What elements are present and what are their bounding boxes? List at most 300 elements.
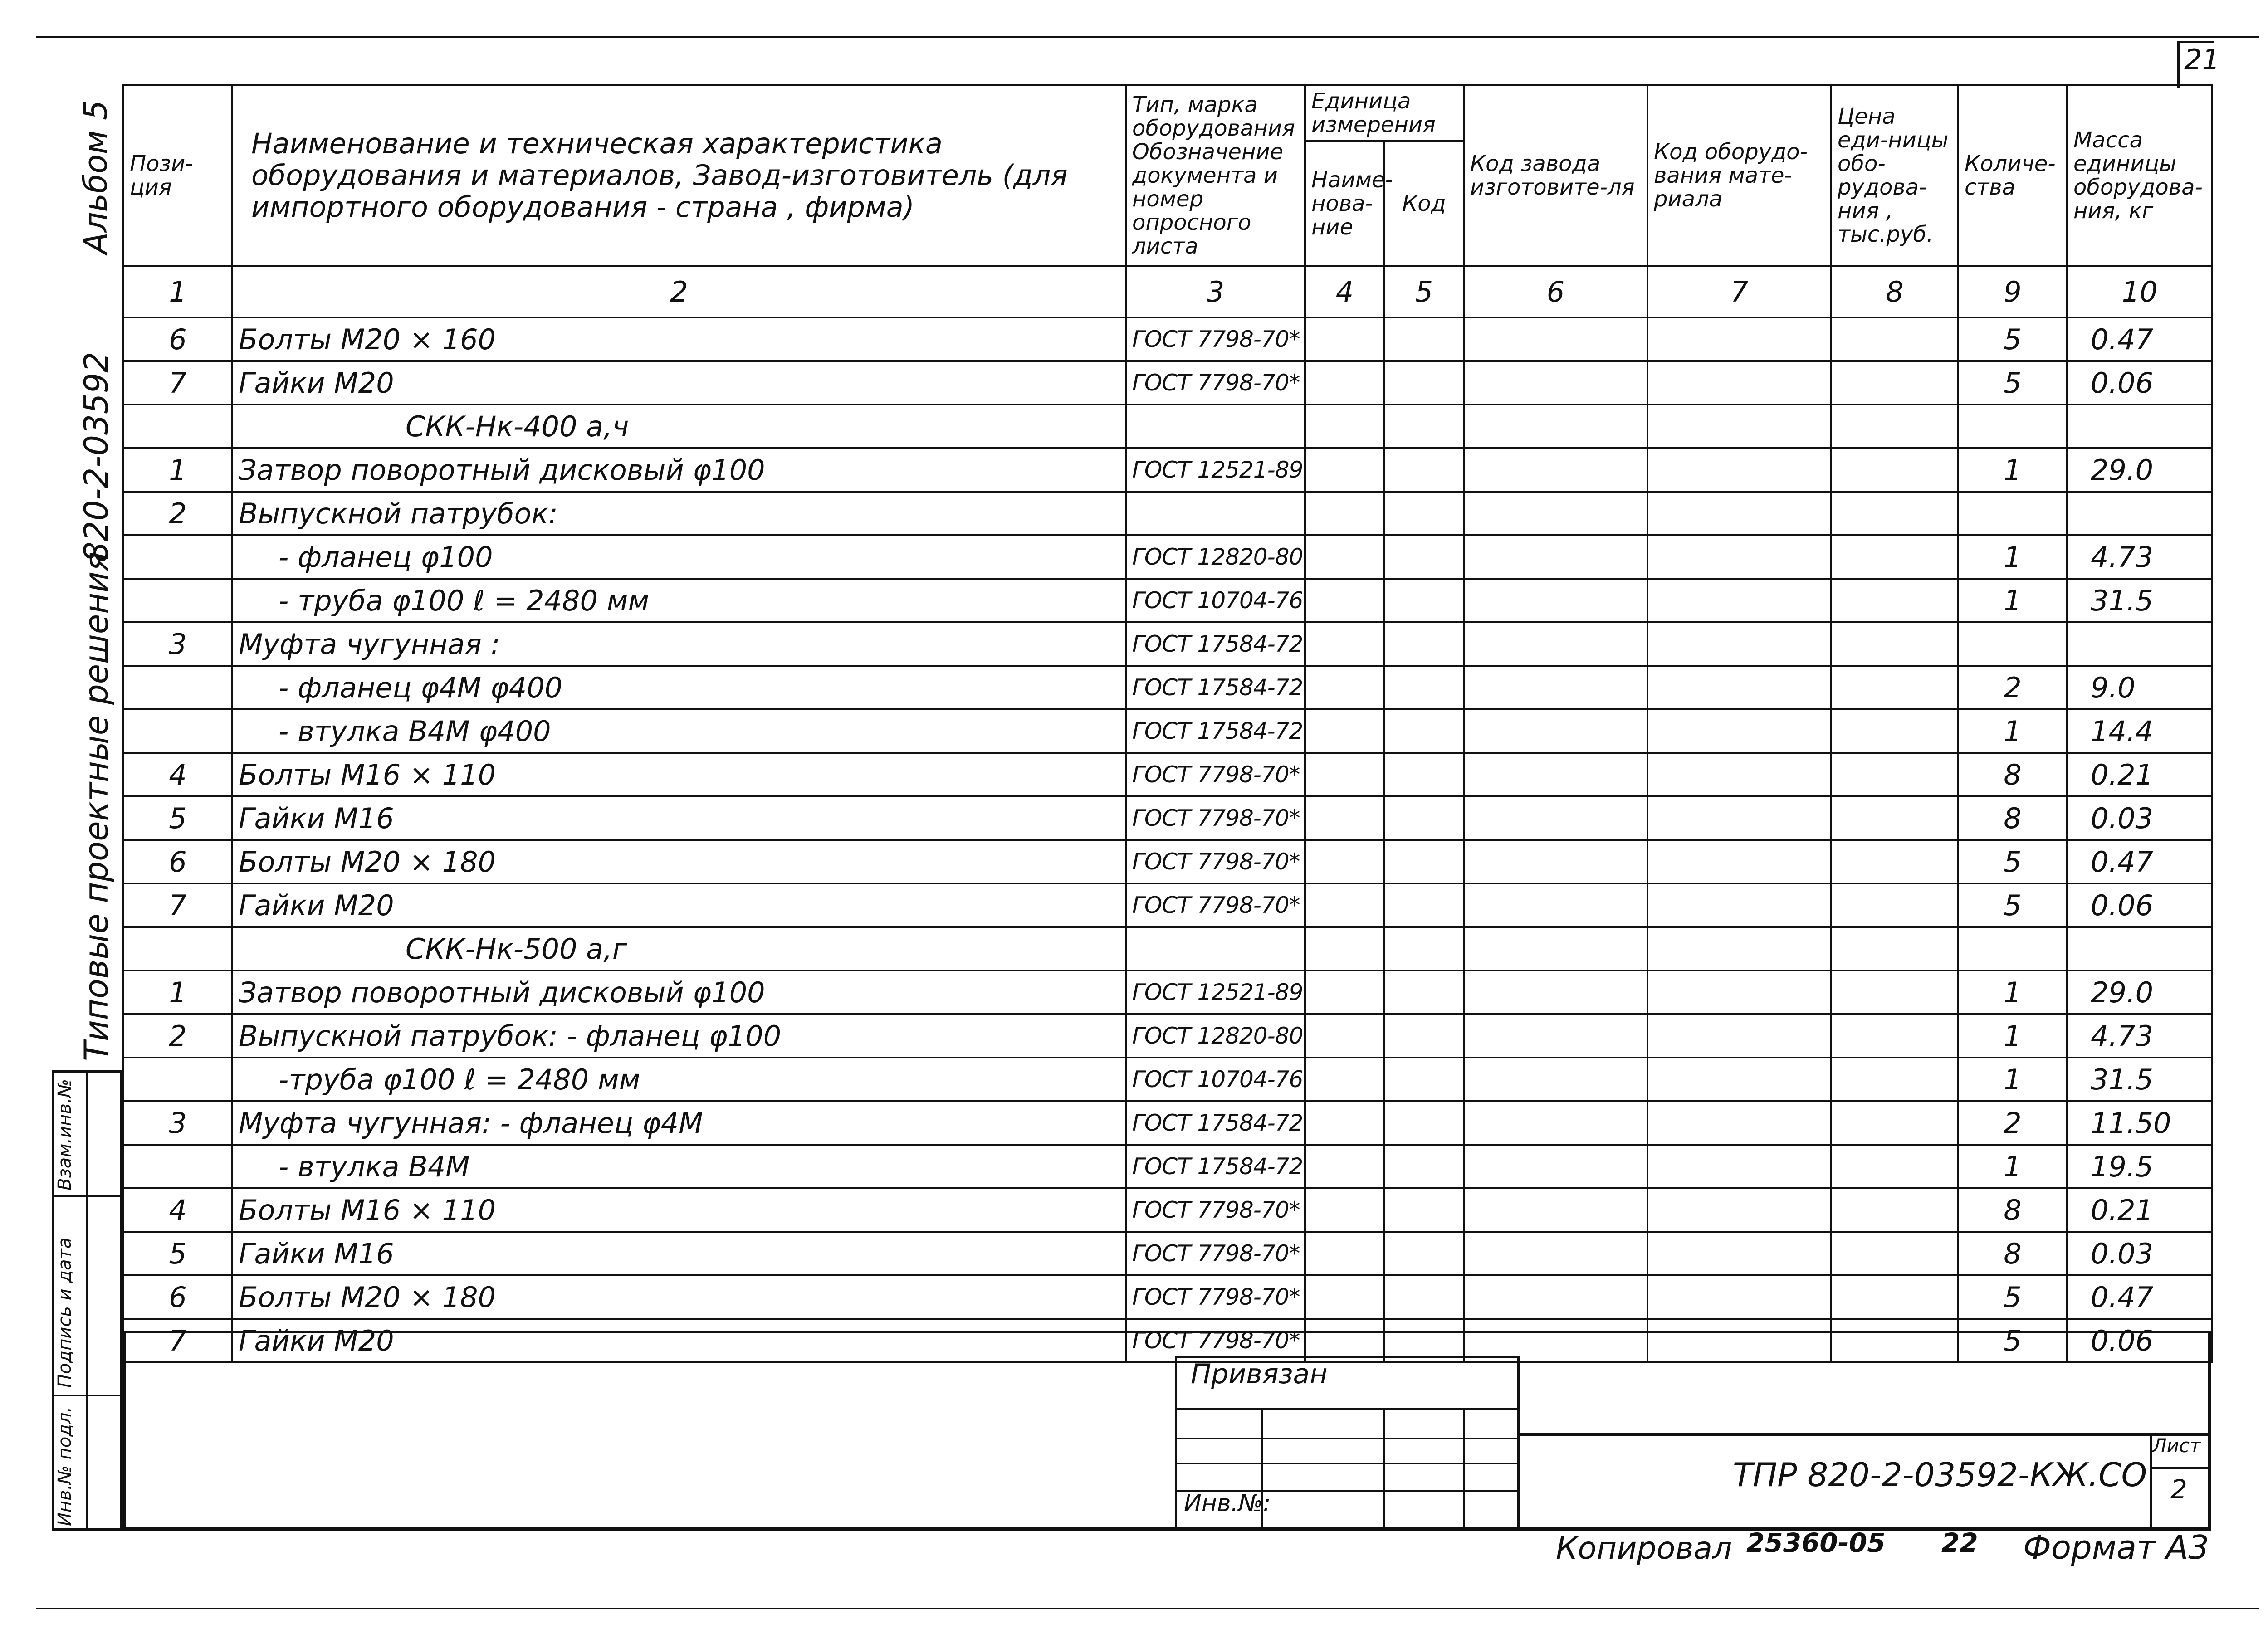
equipment-code-cell	[1647, 1188, 1831, 1232]
quantity-cell: 2	[1958, 1101, 2067, 1145]
header-price: Цена еди-ницы обо-рудова-ния , тыс.руб.	[1831, 85, 1958, 266]
plant-code-cell	[1464, 883, 1647, 927]
stamp-label-inventory: Инв.№ подл.	[54, 1406, 75, 1526]
price-cell	[1831, 361, 1958, 405]
plant-code-cell	[1464, 709, 1647, 753]
document-cell: ГОСТ 7798-70*	[1126, 883, 1305, 927]
equipment-code-cell	[1647, 1145, 1831, 1188]
column-number: 2	[232, 266, 1126, 317]
equipment-code-cell	[1647, 927, 1831, 971]
position-cell	[123, 709, 232, 753]
table-row	[123, 1101, 2212, 1145]
position-cell	[123, 535, 232, 579]
document-cell: ГОСТ 7798-70*	[1126, 1188, 1305, 1232]
table-row	[123, 1014, 2212, 1058]
quantity-cell: 5	[1958, 1319, 2067, 1362]
position-cell	[123, 1145, 232, 1188]
unit-code-cell	[1384, 971, 1464, 1014]
plant-code-cell	[1464, 1188, 1647, 1232]
quantity-cell: 1	[1958, 535, 2067, 579]
position-cell: 5	[123, 796, 232, 840]
equipment-code-cell	[1647, 317, 1831, 361]
document-cell	[1126, 405, 1305, 448]
equipment-code-cell	[1647, 883, 1831, 927]
item-name-cell: - труба φ100 ℓ = 2480 мм	[232, 579, 1126, 622]
document-cell: ГОСТ 12820-80	[1126, 1014, 1305, 1058]
unit-name-cell	[1305, 709, 1384, 753]
header-unit-name: Наиме-нова-ние	[1305, 141, 1384, 266]
unit-code-cell	[1384, 1232, 1464, 1275]
sidebar-doc-code: 820-2-03592	[77, 351, 115, 562]
price-cell	[1831, 1145, 1958, 1188]
header-unit-code: Код	[1384, 141, 1464, 266]
header-quantity: Количе-ства	[1958, 85, 2067, 266]
quantity-cell: 5	[1958, 361, 2067, 405]
plant-code-cell	[1464, 579, 1647, 622]
item-name-cell: Выпускной патрубок:	[232, 492, 1126, 535]
plant-code-cell	[1464, 796, 1647, 840]
item-name-cell: Гайки М20	[232, 361, 1126, 405]
mass-cell: 0.03	[2067, 796, 2212, 840]
quantity-cell: 1	[1958, 1145, 2067, 1188]
equipment-code-cell	[1647, 1058, 1831, 1101]
item-name-cell: Болты М20 × 180	[232, 1275, 1126, 1319]
mass-cell: 14.4	[2067, 709, 2212, 753]
quantity-cell: 5	[1958, 840, 2067, 883]
plant-code-cell	[1464, 317, 1647, 361]
header-plant-code: Код завода изготовите-ля	[1464, 85, 1647, 266]
item-name-cell: Болты М16 × 110	[232, 1188, 1126, 1232]
bottom-sheet-line	[36, 1608, 2259, 1609]
unit-code-cell	[1384, 1275, 1464, 1319]
sheet-number: 2	[2170, 1474, 2187, 1505]
mass-cell: 11.50	[2067, 1101, 2212, 1145]
column-number: 1	[123, 266, 232, 317]
document-cell: ГОСТ 7798-70*	[1126, 317, 1305, 361]
table-row	[123, 709, 2212, 753]
quantity-cell: 1	[1958, 709, 2067, 753]
unit-name-cell	[1305, 1188, 1384, 1232]
table-row	[123, 666, 2212, 709]
footer-format: Формат А3	[2023, 1528, 2209, 1566]
unit-name-cell	[1305, 1232, 1384, 1275]
position-cell: 4	[123, 753, 232, 796]
column-number-row	[123, 266, 2212, 317]
unit-code-cell	[1384, 1014, 1464, 1058]
equipment-code-cell	[1647, 666, 1831, 709]
quantity-cell	[1958, 405, 2067, 448]
unit-code-cell	[1384, 317, 1464, 361]
mass-cell	[2067, 405, 2212, 448]
unit-name-cell	[1305, 1275, 1384, 1319]
specification-table	[122, 84, 2213, 1363]
plant-code-cell	[1464, 753, 1647, 796]
unit-code-cell	[1384, 709, 1464, 753]
mass-cell: 0.47	[2067, 1275, 2212, 1319]
price-cell	[1831, 579, 1958, 622]
unit-code-cell	[1384, 883, 1464, 927]
item-name-cell: СКК-Нк-500 а,г	[232, 927, 1126, 971]
unit-name-cell	[1305, 1145, 1384, 1188]
plant-code-cell	[1464, 448, 1647, 492]
quantity-cell: 8	[1958, 1232, 2067, 1275]
price-cell	[1831, 883, 1958, 927]
table-row	[123, 927, 2212, 971]
equipment-code-cell	[1647, 361, 1831, 405]
unit-name-cell	[1305, 622, 1384, 666]
mass-cell: 4.73	[2067, 1014, 2212, 1058]
item-name-cell: Болты М16 × 110	[232, 753, 1126, 796]
equipment-code-cell	[1647, 796, 1831, 840]
quantity-cell	[1958, 927, 2067, 971]
plant-code-cell	[1464, 1232, 1647, 1275]
quantity-cell: 5	[1958, 1275, 2067, 1319]
header-unit-group: Единица измерения	[1305, 85, 1464, 141]
stamp-label-signature: Подпись и дата	[54, 1237, 75, 1388]
table-row	[123, 796, 2212, 840]
price-cell	[1831, 840, 1958, 883]
table-row	[123, 753, 2212, 796]
unit-code-cell	[1384, 622, 1464, 666]
unit-code-cell	[1384, 666, 1464, 709]
price-cell	[1831, 971, 1958, 1014]
mass-cell: 0.03	[2067, 1232, 2212, 1275]
price-cell	[1831, 622, 1958, 666]
quantity-cell: 1	[1958, 971, 2067, 1014]
item-name-cell: Гайки М20	[232, 1319, 1126, 1362]
equipment-code-cell	[1647, 971, 1831, 1014]
header-equipment-code: Код оборудо-вания мате-риала	[1647, 85, 1831, 266]
album-label: Альбом 5	[77, 100, 114, 254]
bound-label: Привязан	[1191, 1358, 1328, 1390]
quantity-cell: 5	[1958, 317, 2067, 361]
item-name-cell: Гайки М16	[232, 796, 1126, 840]
item-name-cell: - втулка В4М φ400	[232, 709, 1126, 753]
mass-cell	[2067, 622, 2212, 666]
column-number: 10	[2067, 266, 2212, 317]
header-row-1	[123, 85, 2212, 141]
document-cell: ГОСТ 7798-70*	[1126, 796, 1305, 840]
equipment-code-cell	[1647, 1232, 1831, 1275]
top-sheet-line	[36, 36, 2259, 38]
price-cell	[1831, 405, 1958, 448]
quantity-cell	[1958, 622, 2067, 666]
mass-cell: 29.0	[2067, 448, 2212, 492]
stamp-label-replace: Взам.инв.№	[54, 1078, 75, 1190]
position-cell: 6	[123, 1275, 232, 1319]
column-number: 8	[1831, 266, 1958, 317]
header-name: Наименование и техническая характеристика оборудования и материалов, Завод-изготовитель (для импортного оборудования - страна , фирма)	[232, 85, 1126, 266]
table-row	[123, 535, 2212, 579]
column-number: 7	[1647, 266, 1831, 317]
position-cell: 5	[123, 1232, 232, 1275]
equipment-code-cell	[1647, 405, 1831, 448]
document-cell: ГОСТ 17584-72	[1126, 709, 1305, 753]
price-cell	[1831, 796, 1958, 840]
mass-cell	[2067, 492, 2212, 535]
unit-name-cell	[1305, 492, 1384, 535]
position-cell	[123, 927, 232, 971]
item-name-cell: Муфта чугунная: - фланец φ4М	[232, 1101, 1126, 1145]
mass-cell: 0.06	[2067, 361, 2212, 405]
unit-code-cell	[1384, 405, 1464, 448]
unit-name-cell	[1305, 448, 1384, 492]
document-cell: ГОСТ 7798-70*	[1126, 1275, 1305, 1319]
unit-name-cell	[1305, 883, 1384, 927]
equipment-code-cell	[1647, 840, 1831, 883]
equipment-code-cell	[1647, 492, 1831, 535]
unit-code-cell	[1384, 927, 1464, 971]
header-type: Тип, марка оборудования Обозначение документа и номер опросного листа	[1126, 85, 1305, 266]
header-mass: Масса единицы оборудова-ния, кг	[2067, 85, 2212, 266]
unit-code-cell	[1384, 1058, 1464, 1101]
position-cell: 2	[123, 1014, 232, 1058]
plant-code-cell	[1464, 492, 1647, 535]
unit-code-cell	[1384, 579, 1464, 622]
position-cell: 7	[123, 361, 232, 405]
equipment-code-cell	[1647, 1275, 1831, 1319]
item-name-cell: Муфта чугунная :	[232, 622, 1126, 666]
document-cell: ГОСТ 17584-72	[1126, 1145, 1305, 1188]
plant-code-cell	[1464, 971, 1647, 1014]
mass-cell	[2067, 927, 2212, 971]
item-name-cell: Болты М20 × 180	[232, 840, 1126, 883]
mass-cell: 31.5	[2067, 579, 2212, 622]
table-row	[123, 405, 2212, 448]
unit-code-cell	[1384, 535, 1464, 579]
inventory-label: Инв.№:	[1184, 1490, 1271, 1517]
mass-cell: 31.5	[2067, 1058, 2212, 1101]
position-cell: 1	[123, 448, 232, 492]
plant-code-cell	[1464, 927, 1647, 971]
document-cell: ГОСТ 12521-89	[1126, 971, 1305, 1014]
document-cell: ГОСТ 7798-70*	[1126, 361, 1305, 405]
quantity-cell: 1	[1958, 579, 2067, 622]
equipment-code-cell	[1647, 535, 1831, 579]
mass-cell: 19.5	[2067, 1145, 2212, 1188]
item-name-cell: Затвор поворотный дисковый φ100	[232, 971, 1126, 1014]
price-cell	[1831, 492, 1958, 535]
document-cell: ГОСТ 17584-72	[1126, 666, 1305, 709]
unit-code-cell	[1384, 1188, 1464, 1232]
unit-code-cell	[1384, 448, 1464, 492]
document-cell: ГОСТ 7798-70*	[1126, 1319, 1305, 1362]
quantity-cell: 8	[1958, 796, 2067, 840]
document-cell: ГОСТ 10704-76	[1126, 579, 1305, 622]
table-row	[123, 579, 2212, 622]
position-cell: 3	[123, 1101, 232, 1145]
document-cell	[1126, 492, 1305, 535]
unit-name-cell	[1305, 535, 1384, 579]
document-cell: ГОСТ 12820-80	[1126, 535, 1305, 579]
equipment-code-cell	[1647, 622, 1831, 666]
unit-name-cell	[1305, 840, 1384, 883]
column-number: 3	[1126, 266, 1305, 317]
equipment-code-cell	[1647, 448, 1831, 492]
plant-code-cell	[1464, 1058, 1647, 1101]
table-row	[123, 883, 2212, 927]
price-cell	[1831, 1188, 1958, 1232]
position-cell	[123, 405, 232, 448]
item-name-cell: - фланец φ100	[232, 535, 1126, 579]
document-designation: ТПР 820-2-03592-КЖ.СО	[1733, 1456, 2147, 1494]
column-number: 9	[1958, 266, 2067, 317]
unit-code-cell	[1384, 753, 1464, 796]
item-name-cell: Затвор поворотный дисковый φ100	[232, 448, 1126, 492]
mass-cell: 0.06	[2067, 1319, 2212, 1362]
table-row	[123, 361, 2212, 405]
quantity-cell: 2	[1958, 666, 2067, 709]
table-row	[123, 448, 2212, 492]
mass-cell: 4.73	[2067, 535, 2212, 579]
unit-code-cell	[1384, 361, 1464, 405]
document-cell: ГОСТ 7798-70*	[1126, 753, 1305, 796]
table-row	[123, 1275, 2212, 1319]
unit-code-cell	[1384, 1145, 1464, 1188]
plant-code-cell	[1464, 1145, 1647, 1188]
plant-code-cell	[1464, 405, 1647, 448]
plant-code-cell	[1464, 1014, 1647, 1058]
column-number: 4	[1305, 266, 1384, 317]
mass-cell: 0.06	[2067, 883, 2212, 927]
item-name-cell: Болты М20 × 160	[232, 317, 1126, 361]
document-cell: ГОСТ 10704-76	[1126, 1058, 1305, 1101]
mass-cell: 29.0	[2067, 971, 2212, 1014]
table-row	[123, 1058, 2212, 1101]
price-cell	[1831, 709, 1958, 753]
price-cell	[1831, 1275, 1958, 1319]
quantity-cell: 1	[1958, 1058, 2067, 1101]
unit-name-cell	[1305, 666, 1384, 709]
footer-number: 22	[1941, 1527, 1978, 1558]
unit-code-cell	[1384, 796, 1464, 840]
column-number: 5	[1384, 266, 1464, 317]
plant-code-cell	[1464, 666, 1647, 709]
item-name-cell: Выпускной патрубок: - фланец φ100	[232, 1014, 1126, 1058]
quantity-cell: 8	[1958, 1188, 2067, 1232]
unit-name-cell	[1305, 753, 1384, 796]
table-row	[123, 492, 2212, 535]
plant-code-cell	[1464, 840, 1647, 883]
page-number: 21	[2184, 43, 2220, 76]
unit-name-cell	[1305, 1101, 1384, 1145]
position-cell: 3	[123, 622, 232, 666]
price-cell	[1831, 927, 1958, 971]
unit-code-cell	[1384, 840, 1464, 883]
unit-name-cell	[1305, 405, 1384, 448]
quantity-cell: 5	[1958, 883, 2067, 927]
plant-code-cell	[1464, 622, 1647, 666]
price-cell	[1831, 1014, 1958, 1058]
quantity-cell: 1	[1958, 1014, 2067, 1058]
unit-name-cell	[1305, 1014, 1384, 1058]
position-cell: 7	[123, 1319, 232, 1362]
mass-cell: 9.0	[2067, 666, 2212, 709]
price-cell	[1831, 317, 1958, 361]
equipment-code-cell	[1647, 1101, 1831, 1145]
position-cell: 6	[123, 317, 232, 361]
price-cell	[1831, 535, 1958, 579]
unit-name-cell	[1305, 579, 1384, 622]
plant-code-cell	[1464, 361, 1647, 405]
mass-cell: 0.47	[2067, 317, 2212, 361]
column-number: 6	[1464, 266, 1647, 317]
table-row	[123, 317, 2212, 361]
item-name-cell: Гайки М16	[232, 1232, 1126, 1275]
item-name-cell: Гайки М20	[232, 883, 1126, 927]
document-cell: ГОСТ 17584-72	[1126, 1101, 1305, 1145]
document-cell: ГОСТ 17584-72	[1126, 622, 1305, 666]
price-cell	[1831, 1101, 1958, 1145]
table-row	[123, 971, 2212, 1014]
unit-name-cell	[1305, 317, 1384, 361]
position-cell	[123, 1058, 232, 1101]
document-cell: ГОСТ 12521-89	[1126, 448, 1305, 492]
unit-name-cell	[1305, 361, 1384, 405]
document-cell	[1126, 927, 1305, 971]
position-cell: 2	[123, 492, 232, 535]
sheet-label: Лист	[2152, 1434, 2201, 1457]
table-row	[123, 622, 2212, 666]
mass-cell: 0.21	[2067, 753, 2212, 796]
position-cell	[123, 666, 232, 709]
document-cell: ГОСТ 7798-70*	[1126, 840, 1305, 883]
item-name-cell: -труба φ100 ℓ = 2480 мм	[232, 1058, 1126, 1101]
position-cell	[123, 579, 232, 622]
table-row	[123, 1145, 2212, 1188]
footer-order: 25360-05	[1746, 1527, 1886, 1558]
quantity-cell	[1958, 492, 2067, 535]
footer-copied: Копировал	[1556, 1531, 1732, 1566]
equipment-code-cell	[1647, 579, 1831, 622]
header-position: Пози-ция	[123, 85, 232, 266]
quantity-cell: 1	[1958, 448, 2067, 492]
document-cell: ГОСТ 7798-70*	[1126, 1232, 1305, 1275]
equipment-code-cell	[1647, 709, 1831, 753]
position-cell: 7	[123, 883, 232, 927]
unit-name-cell	[1305, 1058, 1384, 1101]
plant-code-cell	[1464, 1275, 1647, 1319]
unit-name-cell	[1305, 796, 1384, 840]
price-cell	[1831, 448, 1958, 492]
equipment-code-cell	[1647, 753, 1831, 796]
quantity-cell: 8	[1958, 753, 2067, 796]
position-cell: 4	[123, 1188, 232, 1232]
equipment-code-cell	[1647, 1014, 1831, 1058]
table-row	[123, 1232, 2212, 1275]
item-name-cell: - втулка В4М	[232, 1145, 1126, 1188]
item-name-cell: СКК-Нк-400 а,ч	[232, 405, 1126, 448]
price-cell	[1831, 1058, 1958, 1101]
price-cell	[1831, 666, 1958, 709]
sidebar-series: Типовые проектные решения	[77, 551, 115, 1061]
unit-code-cell	[1384, 1101, 1464, 1145]
price-cell	[1831, 1232, 1958, 1275]
unit-name-cell	[1305, 971, 1384, 1014]
position-cell: 6	[123, 840, 232, 883]
mass-cell: 0.47	[2067, 840, 2212, 883]
mass-cell: 0.21	[2067, 1188, 2212, 1232]
plant-code-cell	[1464, 535, 1647, 579]
position-cell: 1	[123, 971, 232, 1014]
table-row	[123, 1188, 2212, 1232]
plant-code-cell	[1464, 1101, 1647, 1145]
unit-name-cell	[1305, 927, 1384, 971]
item-name-cell: - фланец φ4М φ400	[232, 666, 1126, 709]
table-row	[123, 840, 2212, 883]
unit-code-cell	[1384, 492, 1464, 535]
price-cell	[1831, 753, 1958, 796]
